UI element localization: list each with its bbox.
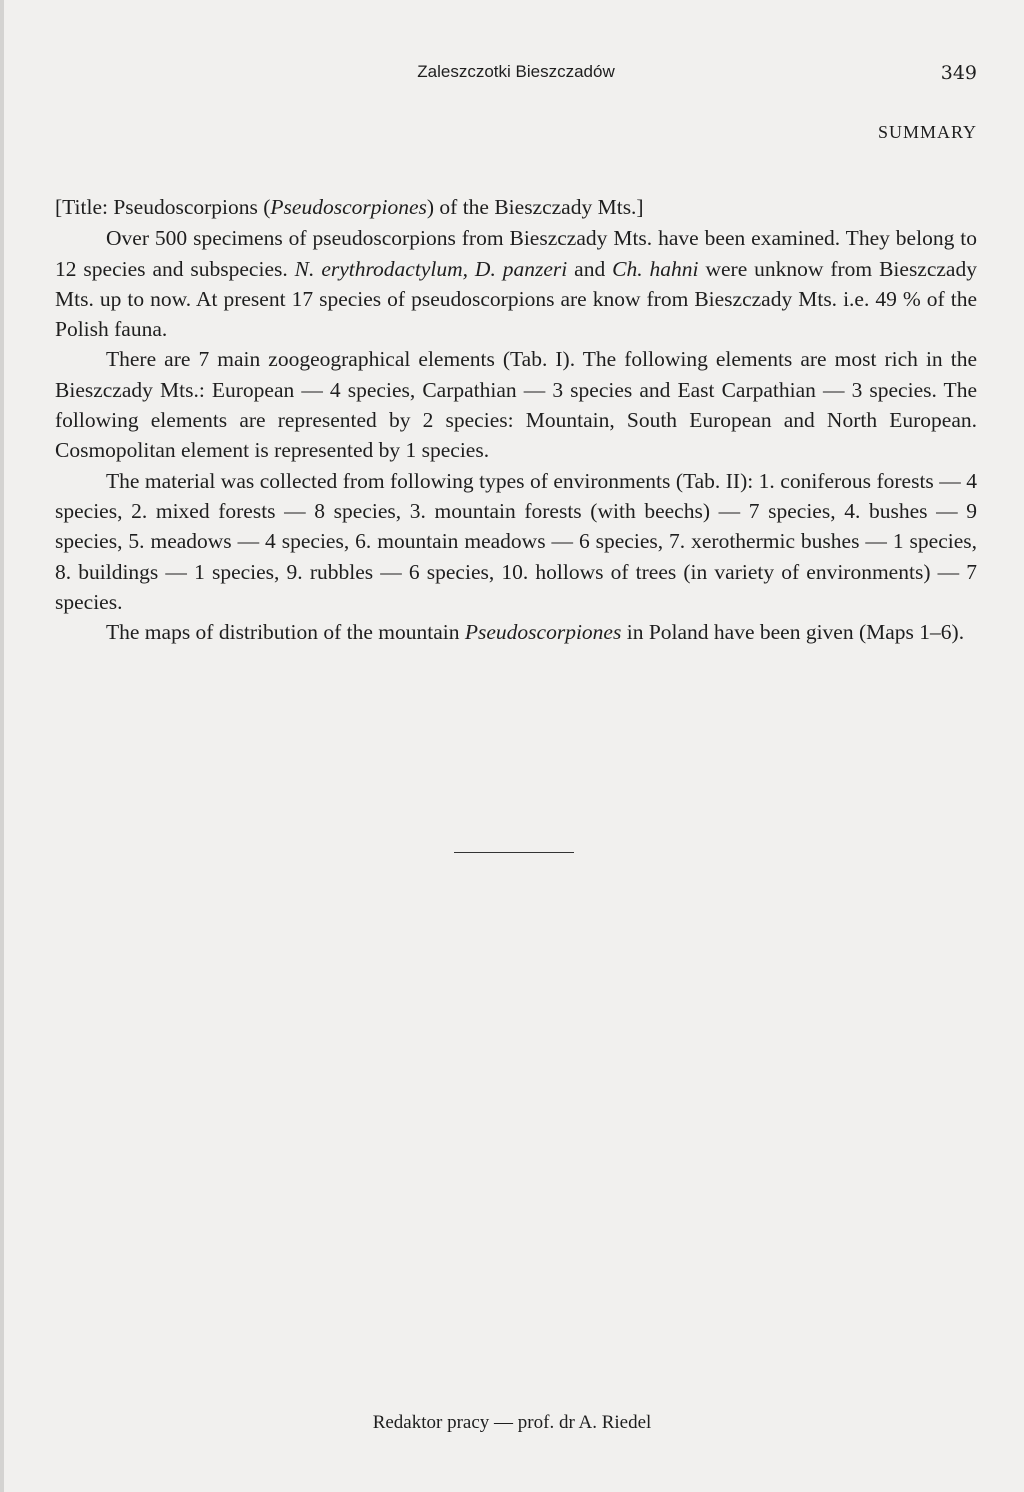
summary-body <box>55 192 977 647</box>
paragraph-environments: The material was collected from following types of environments (Tab. II): 1. coniferous forests — 4 species, 2. mixed forests — 8 species, 3. mountain forests (with beechs) — 7 species, 4. bushes — 9 species, 5. meadows — 4 species, 6. mountain meadows — 6 species, 7. xerothermic bushes — 1 species, 8. buildings — 1 species, 9. rubbles — 6 species, 10. hollows of trees (in variety of environments) — 7 species. <box>55 468 977 614</box>
title-suffix: ) of the Bieszczady Mts.] <box>426 195 644 219</box>
p4-text-2: in Poland have been given (Maps 1–6). <box>621 620 965 645</box>
running-head <box>55 62 977 86</box>
p1-text-2: and <box>567 256 613 281</box>
title-line <box>55 192 977 222</box>
p4-text-1: The maps of distribution of the mountain <box>106 620 465 645</box>
p1-text-1: Over 500 specimens of pseudoscorpions from Bieszczady Mts. have been examined. They belong to 12 species and subspecies. <box>55 226 977 281</box>
p4-taxon-italic: Pseudoscorpiones <box>464 620 622 645</box>
running-title: Zaleszczotki Bieszczadów <box>417 62 615 81</box>
p1-taxa-italic-2: Ch. hahni <box>612 256 699 281</box>
paragraph-maps <box>55 617 977 647</box>
editor-note: Redaktor pracy — prof. dr A. Riedel <box>372 1412 652 1433</box>
page-number: 349 <box>940 62 977 84</box>
title-prefix: [Title: Pseudoscorpions ( <box>55 195 271 219</box>
p1-taxa-italic-1: N. erythrodactylum, D. panzeri <box>294 256 568 281</box>
section-divider <box>454 852 574 853</box>
page-edge <box>0 0 4 1492</box>
paragraph-specimens <box>55 223 977 344</box>
summary-heading: SUMMARY <box>877 122 977 142</box>
title-italic-taxon: Pseudoscorpiones <box>270 195 427 219</box>
p1-text-3: were unknow from Bieszczady Mts. up to now. At present 17 species of pseudoscorpions are know from Bieszczady Mts. i.e. 49 % of the Polish fauna. <box>55 256 977 342</box>
paragraph-zoogeography: There are 7 main zoogeographical elements (Tab. I). The following elements are most rich in the Bieszczady Mts.: European — 4 species, Carpathian — 3 species and East Carpathian — 3 species. The following elements are represented by 2 species: Mountain, South European and North European. Cosmopolitan element is represented by 1 species. <box>55 347 977 463</box>
